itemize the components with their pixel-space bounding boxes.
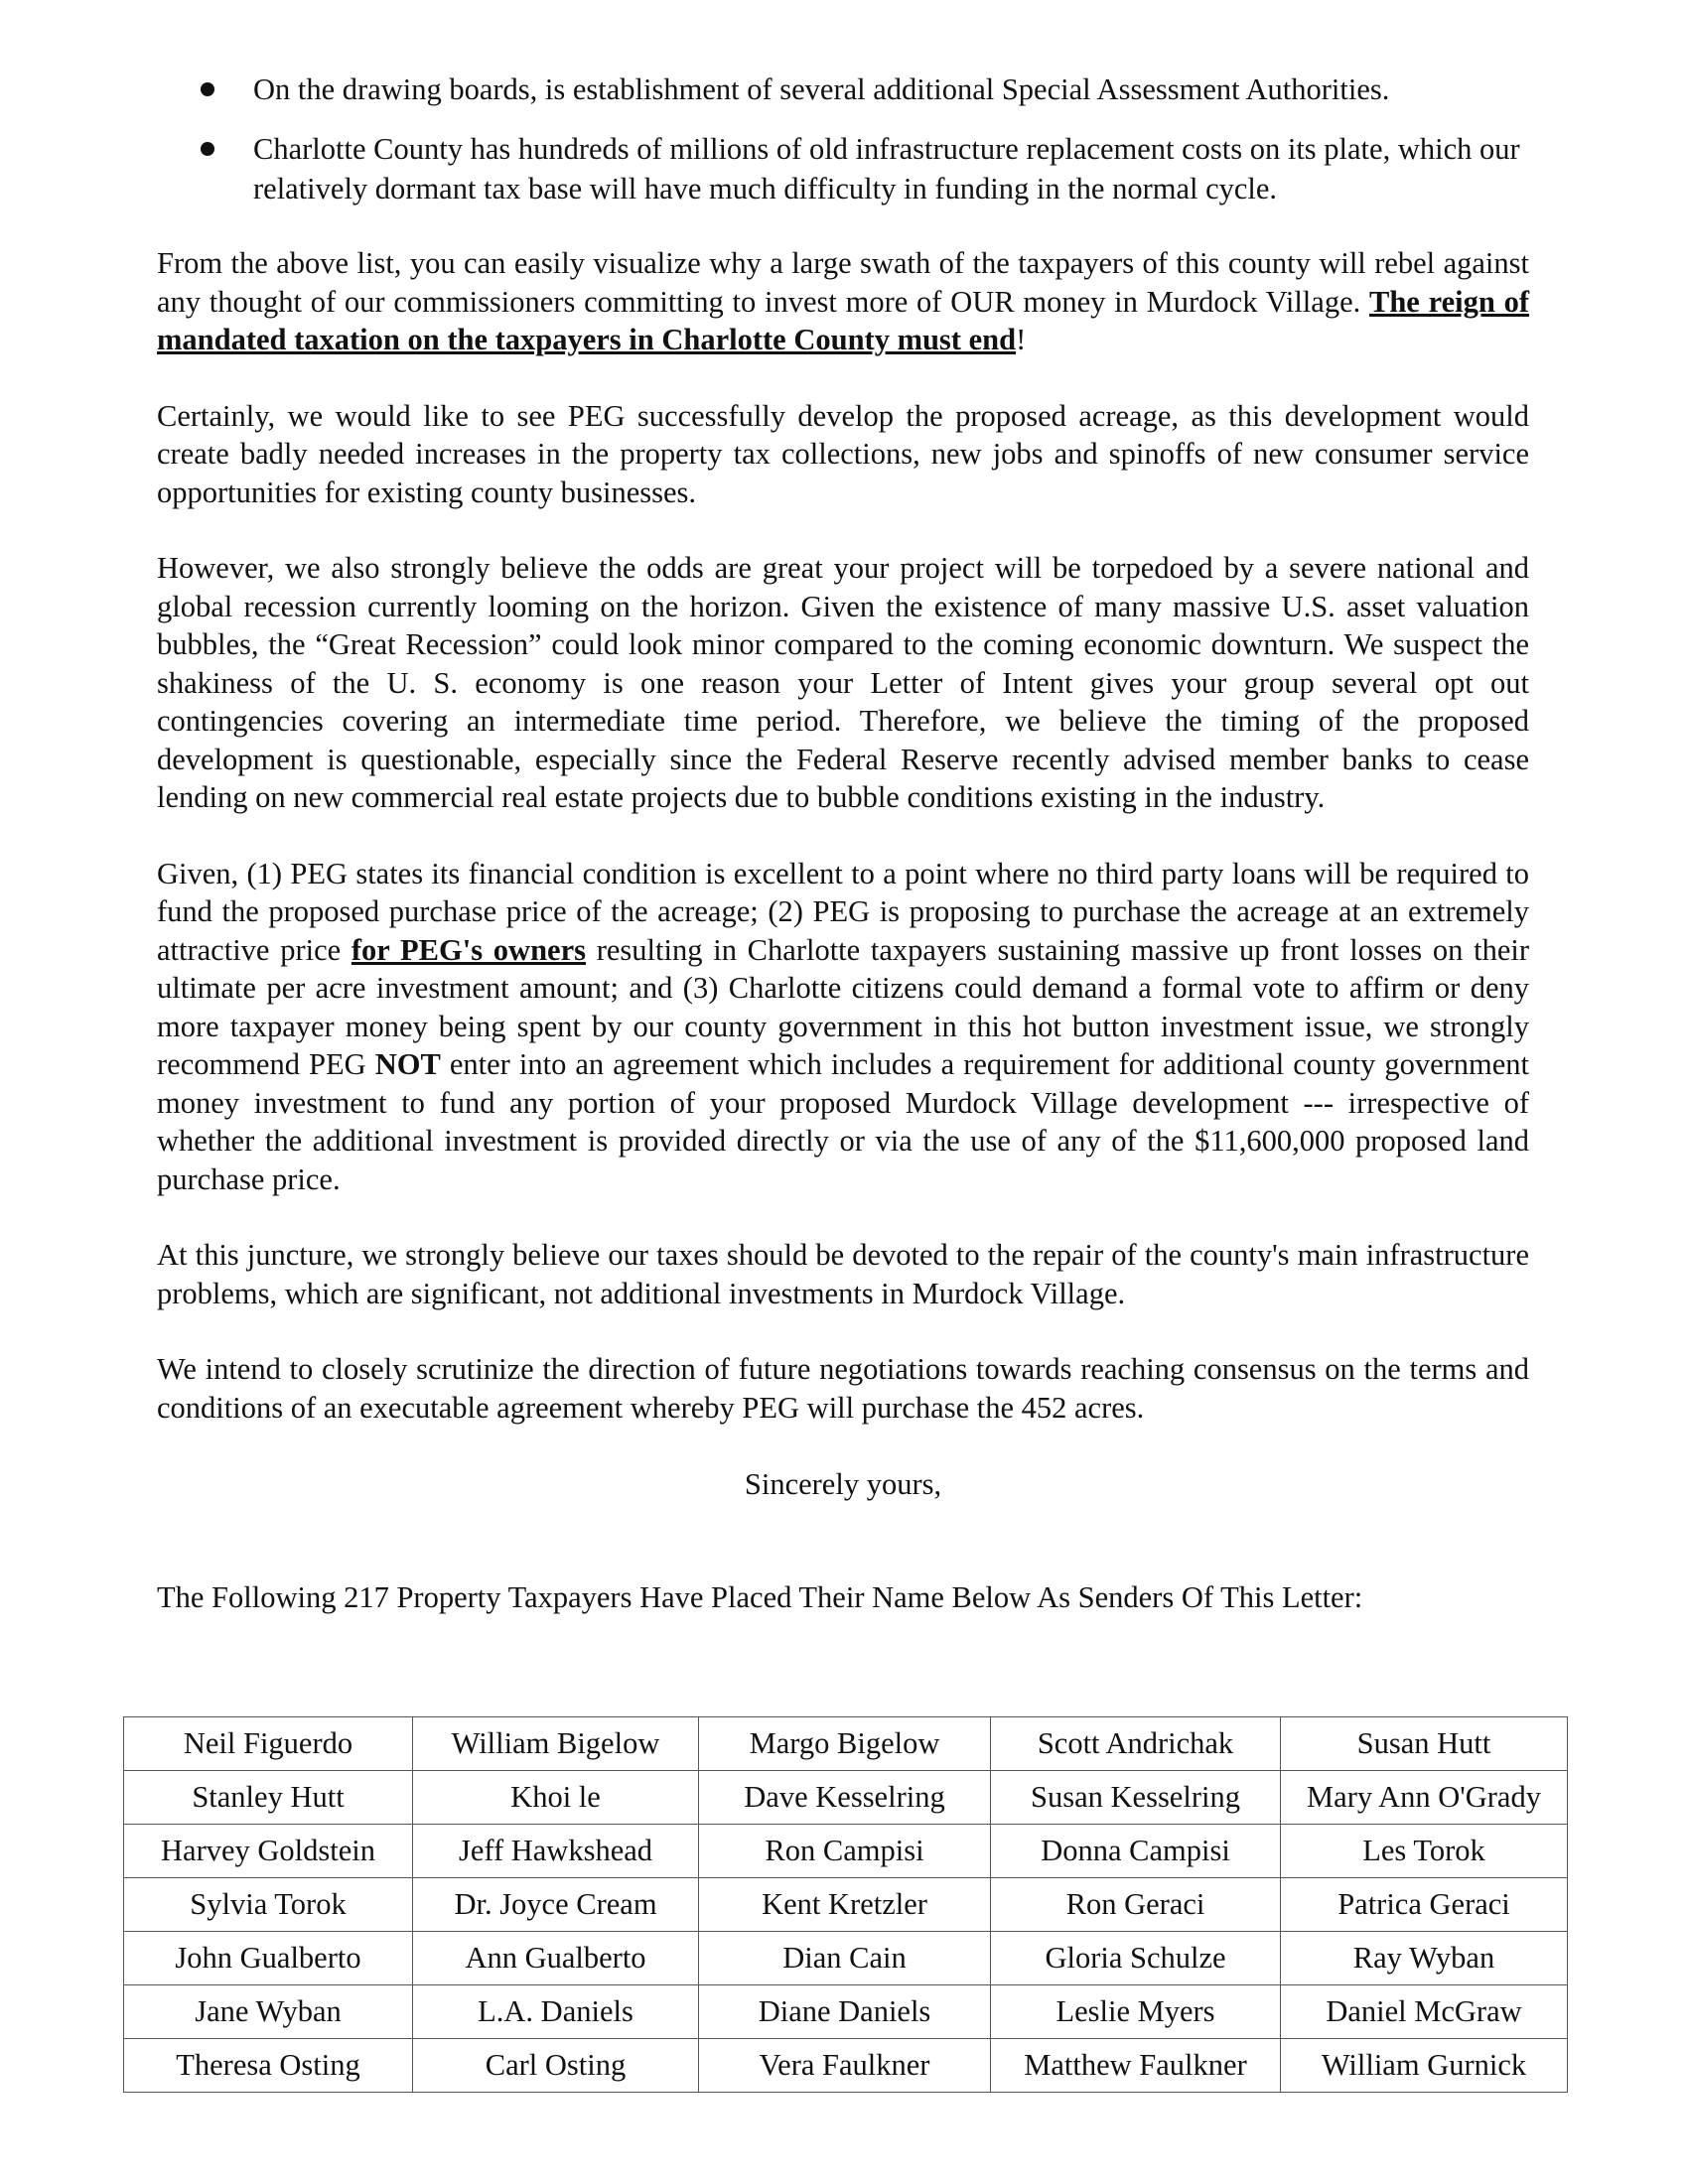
- signer-name: William Gurnick: [1281, 2039, 1568, 2093]
- bullet-item: Charlotte County has hundreds of millions of old infrastructure replacement costs on its plate, which our relatively dormant tax base will have much difficulty in funding in the normal cycle.: [253, 129, 1529, 208]
- signer-name: Diane Daniels: [699, 1985, 991, 2039]
- bullet-item: On the drawing boards, is establishment of several additional Special Assessment Authorities.: [253, 69, 1529, 109]
- signer-name: Daniel McGraw: [1281, 1985, 1568, 2039]
- paragraph-recommendation: Given, (1) PEG states its financial condition is excellent to a point where no third party loans will be required to fund the proposed purchase price of the acreage; (2) PEG is proposing to purchase the acreage at an extremely attractive price for PEG's owners resulting in Charlotte taxpayers sustaining massive up front losses on their ultimate per acre investment amount; and (3) Charlotte citizens could demand a formal vote to affirm or deny more taxpayer money being spent by our county government in this hot button investment issue, we strongly recommend PEG NOT enter into an agreement which includes a requirement for additional county government money investment to fund any portion of your proposed Murdock Village development --- irrespective of whether the additional investment is provided directly or via the use of any of the $11,600,000 proposed land purchase price.: [157, 856, 1530, 1196]
- bullet-icon: [201, 142, 214, 156]
- signer-name: Susan Hutt: [1281, 1717, 1568, 1771]
- bullet-icon: [201, 82, 214, 96]
- emphasis-underlined: The reign of mandated taxation on the taxpayers in Charlotte County must end: [157, 284, 1529, 356]
- signer-name: Margo Bigelow: [699, 1717, 991, 1771]
- senders-intro: The Following 217 Property Taxpayers Have Placed Their Name Below As Senders Of This Letter:: [157, 1580, 1363, 1614]
- signer-name: Dr. Joyce Cream: [413, 1878, 699, 1932]
- table-row: [124, 1932, 1568, 1985]
- paragraph-infrastructure: At this juncture, we strongly believe our taxes should be devoted to the repair of the county's main infrastructure problems, which are significant, not additional investments in Murdock Village.: [157, 1238, 1529, 1310]
- signer-name: Leslie Myers: [991, 1985, 1281, 2039]
- signers-table-body: [124, 1717, 1568, 2093]
- paragraph-development-support: Certainly, we would like to see PEG successfully develop the proposed acreage, as this development would create badly needed increases in the property tax collections, new jobs and spinoffs of new consumer service opportunities for existing county businesses.: [157, 398, 1529, 509]
- table-row: [124, 1878, 1568, 1932]
- signer-name: Stanley Hutt: [124, 1771, 413, 1825]
- signer-name: Sylvia Torok: [124, 1878, 413, 1932]
- signer-name: Khoi le: [413, 1771, 699, 1825]
- signer-name: Gloria Schulze: [991, 1932, 1281, 1985]
- signer-name: Ron Campisi: [699, 1825, 991, 1878]
- signer-name: Susan Kesselring: [991, 1771, 1281, 1825]
- signer-name: Scott Andrichak: [991, 1717, 1281, 1771]
- signer-name: Ron Geraci: [991, 1878, 1281, 1932]
- signer-name: Harvey Goldstein: [124, 1825, 413, 1878]
- signers-table: [123, 1716, 1568, 2093]
- signer-name: Dian Cain: [699, 1932, 991, 1985]
- signer-name: Patrica Geraci: [1281, 1878, 1568, 1932]
- closing-salutation: Sincerely yours,: [744, 1467, 942, 1501]
- emphasis-underlined: for PEG's owners: [351, 932, 586, 967]
- signer-name: Neil Figuerdo: [124, 1717, 413, 1771]
- signer-name: Ann Gualberto: [413, 1932, 699, 1985]
- table-row: [124, 2039, 1568, 2093]
- signer-name: Ray Wyban: [1281, 1932, 1568, 1985]
- paragraph-negotiations: We intend to closely scrutinize the direction of future negotiations towards reaching consensus on the terms and conditions of an executable agreement whereby PEG will purchase the 452 acres.: [157, 1352, 1529, 1425]
- paragraph-recession-concern: However, we also strongly believe the odds are great your project will be torpedoed by a severe national and global recession currently looming on the horizon. Given the existence of many massive U.S. asset valuation bubbles, the “Great Recession” could look minor compared to the coming economic downturn. We suspect the shakiness of the U. S. economy is one reason your Letter of Intent gives your group several opt out contingencies covering an intermediate time period. Therefore, we believe the timing of the proposed development is questionable, especially since the Federal Reserve recently advised member banks to cease lending on new commercial real estate projects due to bubble conditions existing in the industry.: [157, 551, 1529, 814]
- table-row: [124, 1717, 1568, 1771]
- letter-body: [157, 69, 1529, 1617]
- signer-name: Carl Osting: [413, 2039, 699, 2093]
- signer-name: Jeff Hawkshead: [413, 1825, 699, 1878]
- signer-name: Theresa Osting: [124, 2039, 413, 2093]
- signer-name: Les Torok: [1281, 1825, 1568, 1878]
- signer-name: Kent Kretzler: [699, 1878, 991, 1932]
- signer-name: John Gualberto: [124, 1932, 413, 1985]
- table-row: [124, 1771, 1568, 1825]
- signer-name: William Bigelow: [413, 1717, 699, 1771]
- signer-name: L.A. Daniels: [413, 1985, 699, 2039]
- signers-table-wrapper: [123, 1716, 1567, 2093]
- signer-name: Jane Wyban: [124, 1985, 413, 2039]
- signer-name: Matthew Faulkner: [991, 2039, 1281, 2093]
- signer-name: Mary Ann O'Grady: [1281, 1771, 1568, 1825]
- table-row: [124, 1985, 1568, 2039]
- signer-name: Dave Kesselring: [699, 1771, 991, 1825]
- signer-name: Donna Campisi: [991, 1825, 1281, 1878]
- bullet-list: [253, 69, 1529, 208]
- emphasis-bold: NOT: [374, 1047, 441, 1081]
- signer-name: Vera Faulkner: [699, 2039, 991, 2093]
- paragraph-taxpayer-rebellion: From the above list, you can easily visualize why a large swath of the taxpayers of this county will rebel against any thought of our commissioners committing to invest more of OUR money in Murdock Village. The reign of mandated taxation on the taxpayers in Charlotte County must end!: [157, 246, 1529, 356]
- table-row: [124, 1825, 1568, 1878]
